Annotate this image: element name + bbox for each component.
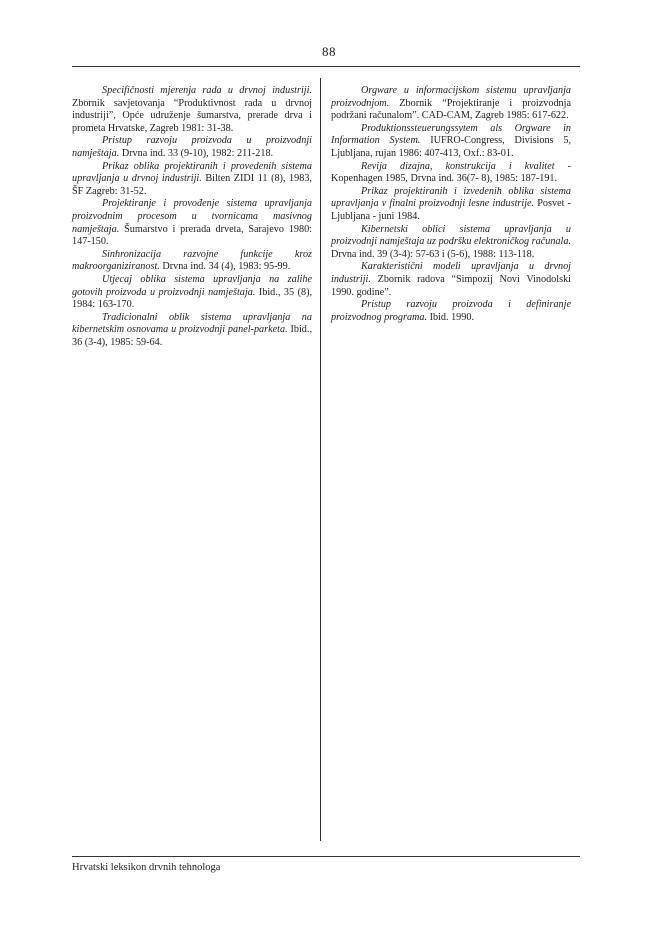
entry-title: Sinhronizacija razvojne funkcije kroz makroorganiziranost.	[72, 248, 312, 273]
bibliography-entry	[331, 224, 571, 262]
entry-title: Tradicionalni oblik sistema upravljanja na kibernetskim osnovama u proizvodnji panel-parketa.	[72, 311, 312, 336]
left-column	[72, 85, 312, 349]
page-footer: Hrvatski leksikon drvnih tehnologa	[72, 862, 221, 873]
right-column	[331, 85, 571, 324]
entry-source: Šumarstvo i prerada drveta, Sarajevo 1980: 147-150.	[72, 223, 312, 248]
column-divider	[320, 78, 321, 841]
entry-source: Ibid. 1990.	[427, 311, 475, 323]
entry-source: Drvna ind. 39 (3-4): 57-63 i (5-6), 1988: 113-118.	[331, 248, 535, 260]
entry-source: Zbornik savjetovanja “Produktivnost rada u drvnoj industriji”, Opće udruženje šumarstva, prerade drva i prometa Hrvatske, Zagreb 1981: 31-38.	[72, 97, 312, 134]
bibliography-entry	[331, 186, 571, 224]
entry-source: Ibid., 36 (3-4), 1985: 59-64.	[72, 324, 312, 348]
entry-source: IUFRO-Congress, Divisions 5, Ljubljana, rujan 1986: 407-413, Oxf.: 83-01.	[331, 135, 571, 159]
entry-title: Kibernetski oblici sistema upravljanja u proizvodnji namještaja uz podršku elektroničkog računala.	[331, 223, 571, 248]
entry-title: Projektiranje i provođenje sistema upravljanja proizvodnim procesom u tvornicama masivnog namještaja.	[72, 198, 312, 235]
page-number: 88	[322, 44, 336, 59]
entry-title: Specifičnosti mjerenja rada u drvnoj industriji.	[102, 85, 312, 96]
entry-title: Karakteristični modeli upravljanja u drvnoj industriji.	[331, 261, 571, 285]
entry-title: Revija dizajna, konstrukcija i kvalitet	[361, 160, 555, 172]
bibliography-entry	[72, 249, 312, 274]
bibliography-entry	[331, 299, 571, 324]
bibliography-entry	[331, 261, 571, 299]
entry-source: Drvna ind. 34 (4), 1983: 95-99.	[159, 261, 291, 273]
entry-source: Zbornik radova “Simpozij Novi Vinodolski 1990. godine”.	[331, 273, 571, 298]
bibliography-entry	[72, 198, 312, 248]
entry-title: Produktionssteuerungssytem als Orgware in Information System.	[331, 122, 571, 147]
entry-title: Pristup razvoju proizvoda i definiranje proizvodnog programa.	[331, 299, 571, 323]
bibliography-entry	[331, 161, 571, 186]
entry-source: Bilten ZIDI 11 (8), 1983, ŠF Zagreb: 31-52.	[72, 173, 312, 197]
entry-title: Pristup razvoju proizvoda u proizvodnji namještaja.	[72, 135, 312, 159]
bibliography-entry	[72, 312, 312, 350]
bibliography-entry	[72, 135, 312, 160]
bibliography-entry	[72, 161, 312, 199]
entry-title: Prikaz projektiranih i izvedenih oblika sistema upravljanja v finalni proizvodnji lesne industrije.	[331, 185, 571, 210]
entry-source: Ibid., 35 (8), 1984: 163-170.	[72, 286, 313, 311]
bibliography-entry	[72, 274, 312, 312]
bibliography-entry	[331, 123, 571, 161]
entry-source: - Kopenhagen 1985, Drvna ind. 36(7- 8), 1985: 187-191.	[331, 160, 571, 185]
bibliography-entry	[72, 85, 312, 135]
footer-rule	[72, 856, 580, 857]
bibliography-entry	[331, 85, 571, 123]
entry-title: Orgware u informacijskom sistemu upravljanja proizvodnjom.	[331, 85, 571, 109]
entry-title: Utjecaj oblika sistema upravljanja na zalihe gotovih proizvoda u proizvodnji namještaja.	[72, 273, 312, 298]
entry-source: Posvet - Ljubljana - juni 1984.	[331, 198, 571, 222]
entry-title: Prikaz oblika projektiranih i provedenih sistema upravljanja u drvnoj industriji.	[72, 160, 312, 185]
header-rule	[72, 66, 580, 67]
entry-source: Zbornik “Projektiranje i proizvodnja podržani računalom”. CAD-CAM, Zagreb 1985: 617-622.	[331, 97, 571, 122]
entry-source: Drvna ind. 33 (9-10), 1982: 211-218.	[119, 147, 274, 159]
